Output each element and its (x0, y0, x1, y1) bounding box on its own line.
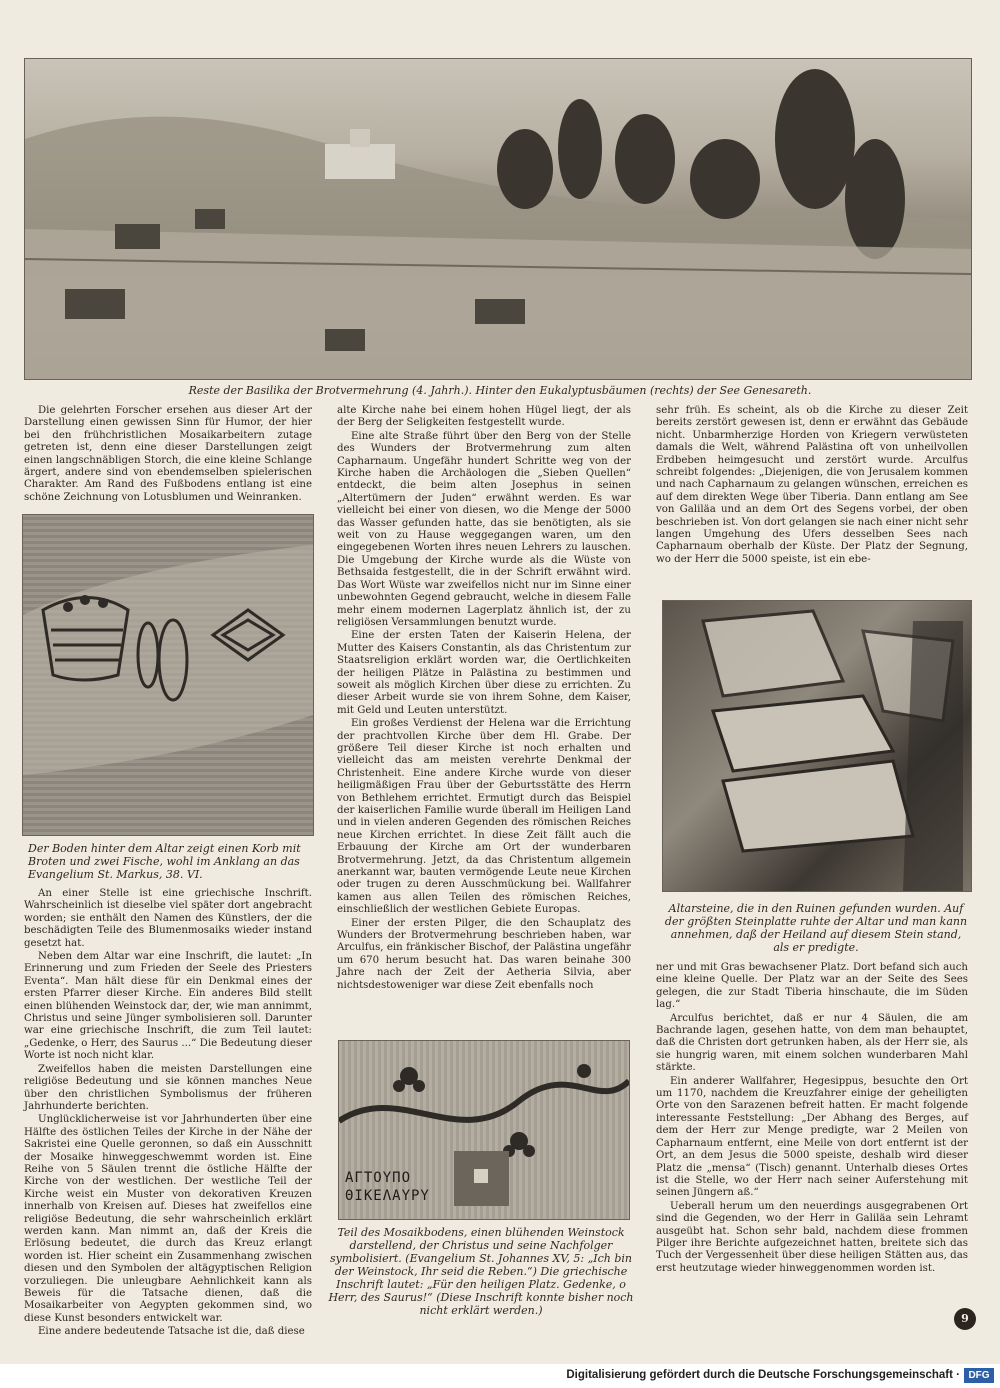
paragraph: Ueberall herum um den neuerdings ausgegrabenen Ort sind die Gegenden, wo der Herr in Galiläa sein Lehramt ausgeübt hat. Schon sehr bald, nachdem diese frommen Pilger ihre Berichte aufgezeichnet hatten, breitete sich das Tuch der Vergessenheit über diese heiligen Stätten aus, das erst heutzutage wieder hinweggenommen worden ist. (656, 1200, 968, 1274)
page-number: 9 (954, 1308, 976, 1330)
digitization-footer (0, 1364, 1000, 1388)
column-middle (337, 405, 631, 993)
dfg-logo-icon: DFG (964, 1368, 994, 1383)
basilica-ruins-illustration (25, 59, 971, 379)
paragraph: Arculfus berichtet, daß er nur 4 Säulen, die am Bachrande lagen, gesehen hatte, von dem man behauptet, daß die Christen dort getrunken haben, als der Herr sie, als sie hungrig waren, mit einem solchen wunderbaren Mahl stärkte. (656, 1012, 968, 1074)
paragraph: Neben dem Altar war eine Inschrift, die lautet: „In Erinnerung und zum Frieden der Seele des Priesters Eventa“. Man hält diese für ein Denkmal eines der ersten Pfarrer dieser Kirche. Ein anderes Bild stellt einen blühenden Weinstock dar, der, wie man annimmt, Christus und seine Jünger symbolisieren soll. Darunter war eine griechische Inschrift, die zum Teil lautet: „Gedenke, o Herr, des Saurus ...“ Die Bedeutung dieser Worte ist noch nicht klar. (24, 951, 312, 1062)
top-photo-caption: Reste der Basilika der Brotvermehrung (4. Jahrh.). Hinter den Eukalyptusbäumen (rechts) der See Genesareth. (188, 384, 812, 397)
paragraph: Eine alte Straße führt über den Berg von der Stelle des Wunders der Brotvermehrung zum alten Capharnaum. Ungefähr hundert Schritte weg von der Kirche haben die Archäologen die „Sieben Quellen“ entdeckt, die beim alten Josephus in seinen „Altertümern der Juden“ erwähnt werden. Es war vielleicht bei einer von diesen, wo die Menge der 5000 das Wasser gefunden hatte, das sie benötigten, als sie weit von zu Hause weggegangen waren, um den eingegebenen Worten ihres neuen Lehrers zu lauschen. Die Umgebung der Kirche wurde als die Wüste von Bethsaida festgestellt, die in der Schrift erwähnt wird. Das Wort Wüste war zweifellos nicht nur im Sinne einer unbewohnten Gegend gebraucht, welche in diesem Falle mehr einem modernen Lagerplatz ähnlich ist, der zu religiösen Versammlungen benutzt wurde. (337, 430, 631, 628)
basket-fish-mosaic-photo (22, 514, 314, 836)
altar-stones-caption: Altarsteine, die in den Ruinen gefunden wurden. Auf der größten Steinplatte ruhte der Altar und man kann annehmen, daß der Heiland auf diesem Stein stand, als er predigte. (664, 902, 968, 954)
paragraph: Unglücklicherweise ist vor Jahrhunderten über eine Hälfte des östlichen Teiles der Kirche in der Nähe der Sakristei eine Quelle geronnen, so daß ein Ausschnitt der Mosaike hinweggeschwemmt worden ist. Eine Reihe von 5 Säulen trennt die östliche Hälfte der Kirche von der westlichen. Der westliche Teil der Kirche weist ein Muster von dekorativen Kreuzen innerhalb von Kreisen auf. Dieses hat zweifellos eine religiöse Bedeutung, die sehr wahrscheinlich erklärt werden kann. Man nimmt an, daß der Kreis die Erlösung bedeutet, die durch das Kreuz erlangt worden ist. Hier scheint ein Zusammenhang zwischen diesen und den Symbolen der altägyptischen Religion vorzuliegen. Die unleugbare Aehnlichkeit kann als Beweis für die Tatsache dienen, daß die Mosaikarbeiter von Aegypten gekommen sind, wo diese Kunst besonders entwickelt war. (24, 1114, 312, 1324)
vine-mosaic-caption: Teil des Mosaikbodens, einen blühenden Weinstock darstellend, der Christus und seine Nachfolger symbolisiert. (Evangelium St. Johannes XV, 5: „Ich bin der Weinstock, Ihr seid die Reben.“) Die griechische Inschrift lautet: „Für den heiligen Platz. Gedenke, o Herr, des Saurus!“ (Diese Inschrift konnte bisher noch nicht erklärt werden.) (328, 1226, 634, 1317)
inscription-line: ΑΓΤΟΥΠΟ (345, 1170, 412, 1186)
altar-stones-illustration (663, 601, 971, 891)
paragraph: Einer der ersten Pilger, die den Schauplatz des Wunders der Brotvermehrung beschrieben haben, war Arculfus, ein fränkischer Bischof, der Palästina ungefähr um 670 herum besucht hat. Das waren beinahe 300 Jahre nach der Zeit der Aetheria Silvia, aber nichtsdestoweniger war diese Zeit ebenfalls noch (337, 917, 631, 991)
paragraph: Ein großes Verdienst der Helena war die Errichtung der prachtvollen Kirche über dem Hl. Grabe. Der größere Teil dieser Kirche ist noch erhalten und vielleicht das am meisten verehrte Denkmal der Christenheit. Eine andere Kirche wurde von dieser heiligmäßigen Frau über der Geburtsstätte des Herrn von Bethlehem errichtet. Ermutigt durch das Beispiel der kaiserlichen Familie wurde überall im Heiligen Land und in vielen anderen Gegenden des römischen Reiches neue Kirchen errichtet. In diese Zeit fällt auch die Erbauung der Kirche am Ort der wunderbaren Brotvermehrung. Jetzt, da das Christentum allgemein anerkannt war, bauten vermögende Leute neue Kirchen oder trugen zu deren Ausschmückung bei. Wallfahrer kamen aus allen Teilen des römischen Reiches, einschließlich der westlichen Gebiete Europas. (337, 718, 631, 916)
paragraph: Zweifellos haben die meisten Darstellungen eine religiöse Bedeutung und sie können manches Neue über den christlichen Symbolismus der früheren Jahrhunderte berichten. (24, 1063, 312, 1112)
paragraph: ner und mit Gras bewachsener Platz. Dort befand sich auch eine kleine Quelle. Der Platz war an der Seite des Sees gelegen, die zur Stadt Tiberia hinschaute, die im Süden lag.“ (656, 962, 968, 1011)
basilica-ruins-photo (24, 58, 972, 380)
paragraph: Die gelehrten Forscher ersehen aus dieser Art der Darstellung einen gewissen Sinn für Humor, der hier bei den frühchristlichen Mosaikarbeitern zutage getreten ist, denn eine dieser Darstellungen zeigt einen langschnäbligen Storch, die eine kleine Schlange ärgert, andere sind von ebendemselben spielerischen Charakter. Am Rand des Fußbodens entlang ist eine schöne Zeichnung von Lotusblumen und Weinranken. (24, 405, 312, 503)
paragraph: Eine der ersten Taten der Kaiserin Helena, der Mutter des Kaisers Constantin, als das Christentum zur Staatsreligion erklärt worden war, die Oertlichkeiten der heiligen Plätze in Palästina zu bestimmen und soweit als möglich Kirchen über diese zu errichten. Zu dieser Arbeit wurde sie von ihrem Sohne, dem Kaiser, mit Geld und Leuten unterstützt. (337, 630, 631, 716)
altar-stones-photo (662, 600, 972, 892)
vine-mosaic-photo (338, 1040, 630, 1220)
paragraph: An einer Stelle ist eine griechische Inschrift. Wahrscheinlich ist dieselbe viel später dort angebracht worden; sie enthält den Namen des Künstlers, der die beschädigten Teile des Blumenmosaiks wieder instand gesetzt hat. (24, 888, 312, 949)
basket-mosaic-caption: Der Boden hinter dem Altar zeigt einen Korb mit Broten und zwei Fische, wohl im Anklang an das Evangelium St. Markus, 38. VI. (28, 842, 301, 881)
paragraph: Ein anderer Wallfahrer, Hegesippus, besuchte den Ort um 1170, nachdem die Kreuzfahrer einige der geheiligten Orte von den Sarazenen befreit hatten. Er macht folgende interessante Feststellung: „Der Abhang des Berges, auf dem der Herr zur Menge predigte, war 2 Meilen von Capharnaum entfernt, eine Meile von dort entfernt ist der Ort, an dem Jesus die 5000 speiste, deshalb wird dieser Platz die „mensa“ (Tisch) genannt. Unterhalb dieses Ortes ist die Stelle, wo der Herr nach seiner Auferstehung mit seinen Jüngern aß.“ (656, 1075, 968, 1199)
footer-text: Digitalisierung gefördert durch die Deutsche Forschungsgemeinschaft · (566, 1369, 960, 1381)
basket-fish-mosaic-illustration (23, 515, 313, 835)
column-right-top (656, 405, 968, 567)
paragraph: alte Kirche nahe bei einem hohen Hügel liegt, der als der Berg der Seligkeiten festgestellt wurde. (337, 405, 631, 429)
column-right-bottom (656, 962, 968, 1276)
column-left-top (24, 405, 312, 505)
inscription-line: ΘΙΚΕΛΑΥΡΥ (345, 1188, 430, 1204)
mosaic-inscription (345, 1169, 430, 1205)
paragraph: Eine andere bedeutende Tatsache ist die, daß diese (38, 1326, 305, 1338)
column-left-bottom (24, 888, 312, 1340)
paragraph: sehr früh. Es scheint, als ob die Kirche zu dieser Zeit bereits zerstört gewesen ist, denn er erwähnt das Gebäude nicht. Unbarmherzige Horden von Kriegern verwüsteten damals die Welt, während Palästina oft von unheilvollen Erdbeben heimgesucht und zerstört wurde. Arculfus schreibt folgendes: „Diejenigen, die von Jerusalem kommen und nach Capharnaum zu gelangen wünschen, erreichen es auf dem direkten Wege über Tiberia. Dann entlang am See von Galiläa und an dem Ort des Segens vorbei, der oben beschrieben ist. Von dort gelangen sie nach einer nicht sehr langen Umgehung des Ufers desselben Sees nach Capharnaum oberhalb der Küste. Der Platz der Segnung, wo der Herr die 5000 speiste, ist ein ebe- (656, 405, 968, 565)
